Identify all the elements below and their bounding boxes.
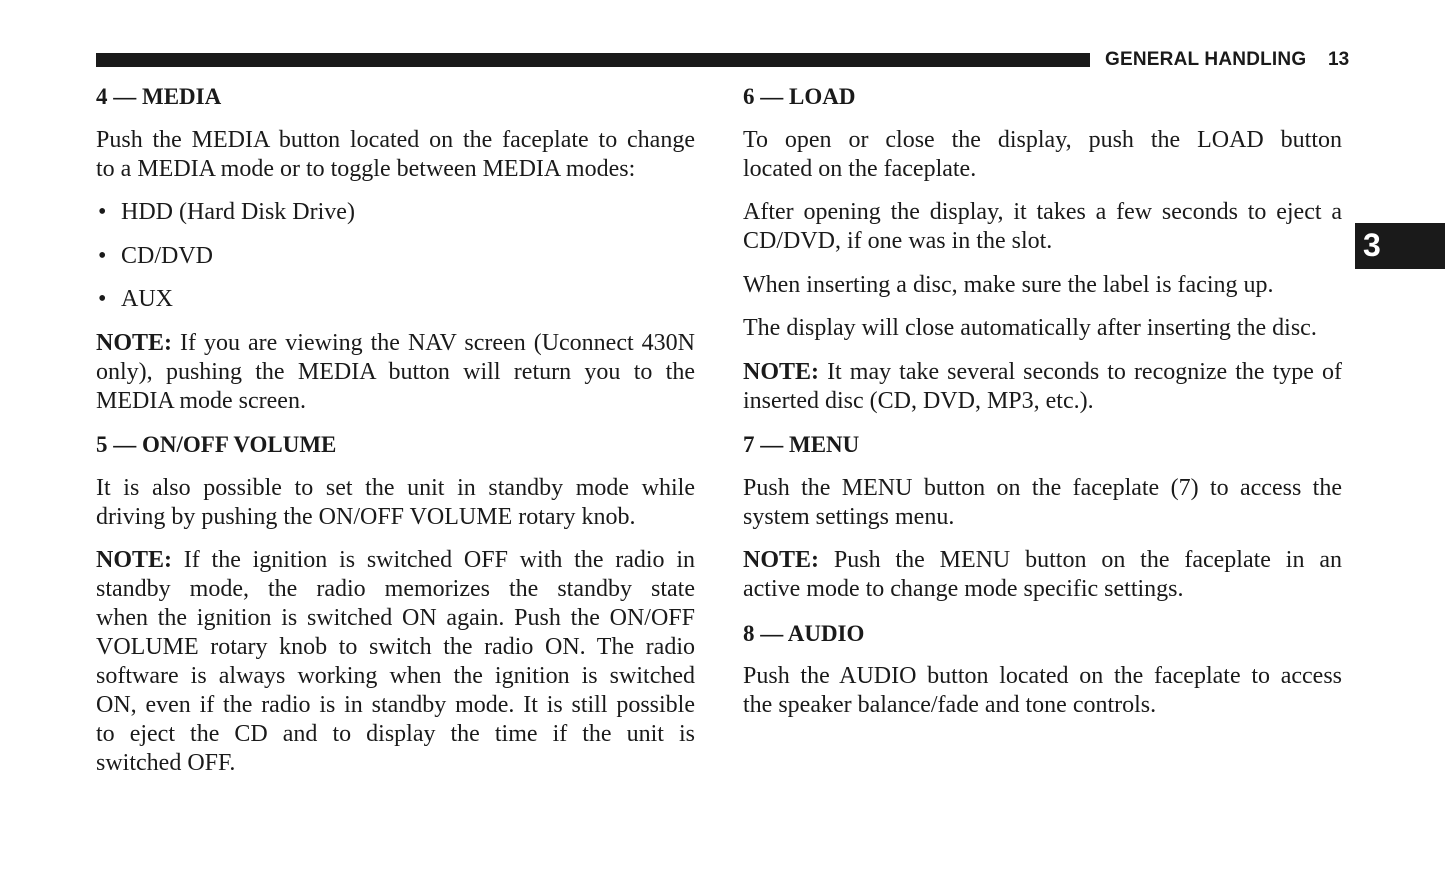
page-number: 13 xyxy=(1328,49,1350,70)
right-column xyxy=(743,82,1342,720)
heading-audio: 8 — AUDIO xyxy=(743,620,865,646)
paragraph xyxy=(96,474,695,532)
note xyxy=(96,329,695,416)
note xyxy=(743,358,1342,416)
line: Push the MENU button on the faceplate (7) to access the xyxy=(743,474,1342,501)
line: system settings menu. xyxy=(743,503,955,530)
chapter-tab xyxy=(1355,223,1445,269)
section-title: GENERAL HANDLING xyxy=(1105,49,1307,70)
line: active mode to change mode specific settings. xyxy=(743,576,1184,602)
paragraph xyxy=(743,271,1342,300)
line: when the ignition is switched ON again. Push the ON/OFF xyxy=(96,605,695,631)
line: driving by pushing the ON/OFF VOLUME rotary knob. xyxy=(96,503,636,530)
line: The display will close automatically after inserting the disc. xyxy=(743,315,1317,341)
line xyxy=(743,546,1342,575)
paragraph xyxy=(743,198,1342,256)
bullet-item: • CD/DVD xyxy=(96,242,695,271)
note-label: NOTE: xyxy=(96,547,173,573)
header-rule xyxy=(96,53,1090,67)
heading-on-off-volume: 5 — ON/OFF VOLUME xyxy=(96,432,337,457)
paragraph xyxy=(743,126,1342,184)
line xyxy=(96,329,695,358)
note-label: NOTE: xyxy=(743,547,820,573)
line: to eject the CD and to display the time if the unit is xyxy=(96,721,695,747)
line xyxy=(96,546,695,575)
line: CD/DVD, if one was in the slot. xyxy=(743,228,1053,254)
line: the speaker balance/fade and tone controls. xyxy=(743,692,1157,718)
line: When inserting a disc, make sure the label is facing up. xyxy=(743,271,1274,298)
paragraph xyxy=(743,474,1342,532)
line: ON, even if the radio is in standby mode. It is still possible xyxy=(96,692,695,718)
line: MEDIA mode screen. xyxy=(96,387,306,414)
note xyxy=(96,546,695,778)
line: located on the faceplate. xyxy=(743,155,977,182)
line xyxy=(743,358,1342,387)
line: switched OFF. xyxy=(96,750,236,776)
line: to a MEDIA mode or to toggle between MEDIA modes: xyxy=(96,155,636,182)
heading-menu: 7 — MENU xyxy=(743,432,860,457)
left-column xyxy=(96,82,695,778)
line: After opening the display, it takes a few seconds to eject a xyxy=(743,199,1342,225)
note-text: Push the MENU button on the faceplate in an xyxy=(819,547,1342,573)
line: software is always working when the ignition is switched xyxy=(96,663,695,689)
note xyxy=(743,546,1342,604)
line: It is also possible to set the unit in standby mode while xyxy=(96,474,695,501)
paragraph xyxy=(96,126,695,184)
line: standby mode, the radio memorizes the standby state xyxy=(96,576,695,602)
note-label: NOTE: xyxy=(96,329,173,356)
note-text: It may take several seconds to recognize the type of xyxy=(819,358,1342,385)
paragraph xyxy=(743,662,1342,720)
note-text: If you are viewing the NAV screen (Uconnect 430N xyxy=(172,329,695,356)
bullet-item: • AUX xyxy=(96,285,695,314)
line: VOLUME rotary knob to switch the radio ON. The radio xyxy=(96,634,695,660)
heading-media: 4 — MEDIA xyxy=(96,84,222,109)
chapter-number: 3 xyxy=(1363,227,1381,263)
bullet-item: • HDD (Hard Disk Drive) xyxy=(96,198,695,227)
heading-load: 6 — LOAD xyxy=(743,84,856,109)
line: Push the MEDIA button located on the faceplate to change xyxy=(96,126,695,153)
note-text: If the ignition is switched OFF with the radio in xyxy=(172,547,695,573)
line: only), pushing the MEDIA button will return you to the xyxy=(96,358,695,385)
line: Push the AUDIO button located on the faceplate to access xyxy=(743,663,1342,689)
line: inserted disc (CD, DVD, MP3, etc.). xyxy=(743,387,1094,414)
note-label: NOTE: xyxy=(743,358,820,385)
paragraph xyxy=(743,314,1342,343)
line: To open or close the display, push the LOAD button xyxy=(743,126,1342,153)
